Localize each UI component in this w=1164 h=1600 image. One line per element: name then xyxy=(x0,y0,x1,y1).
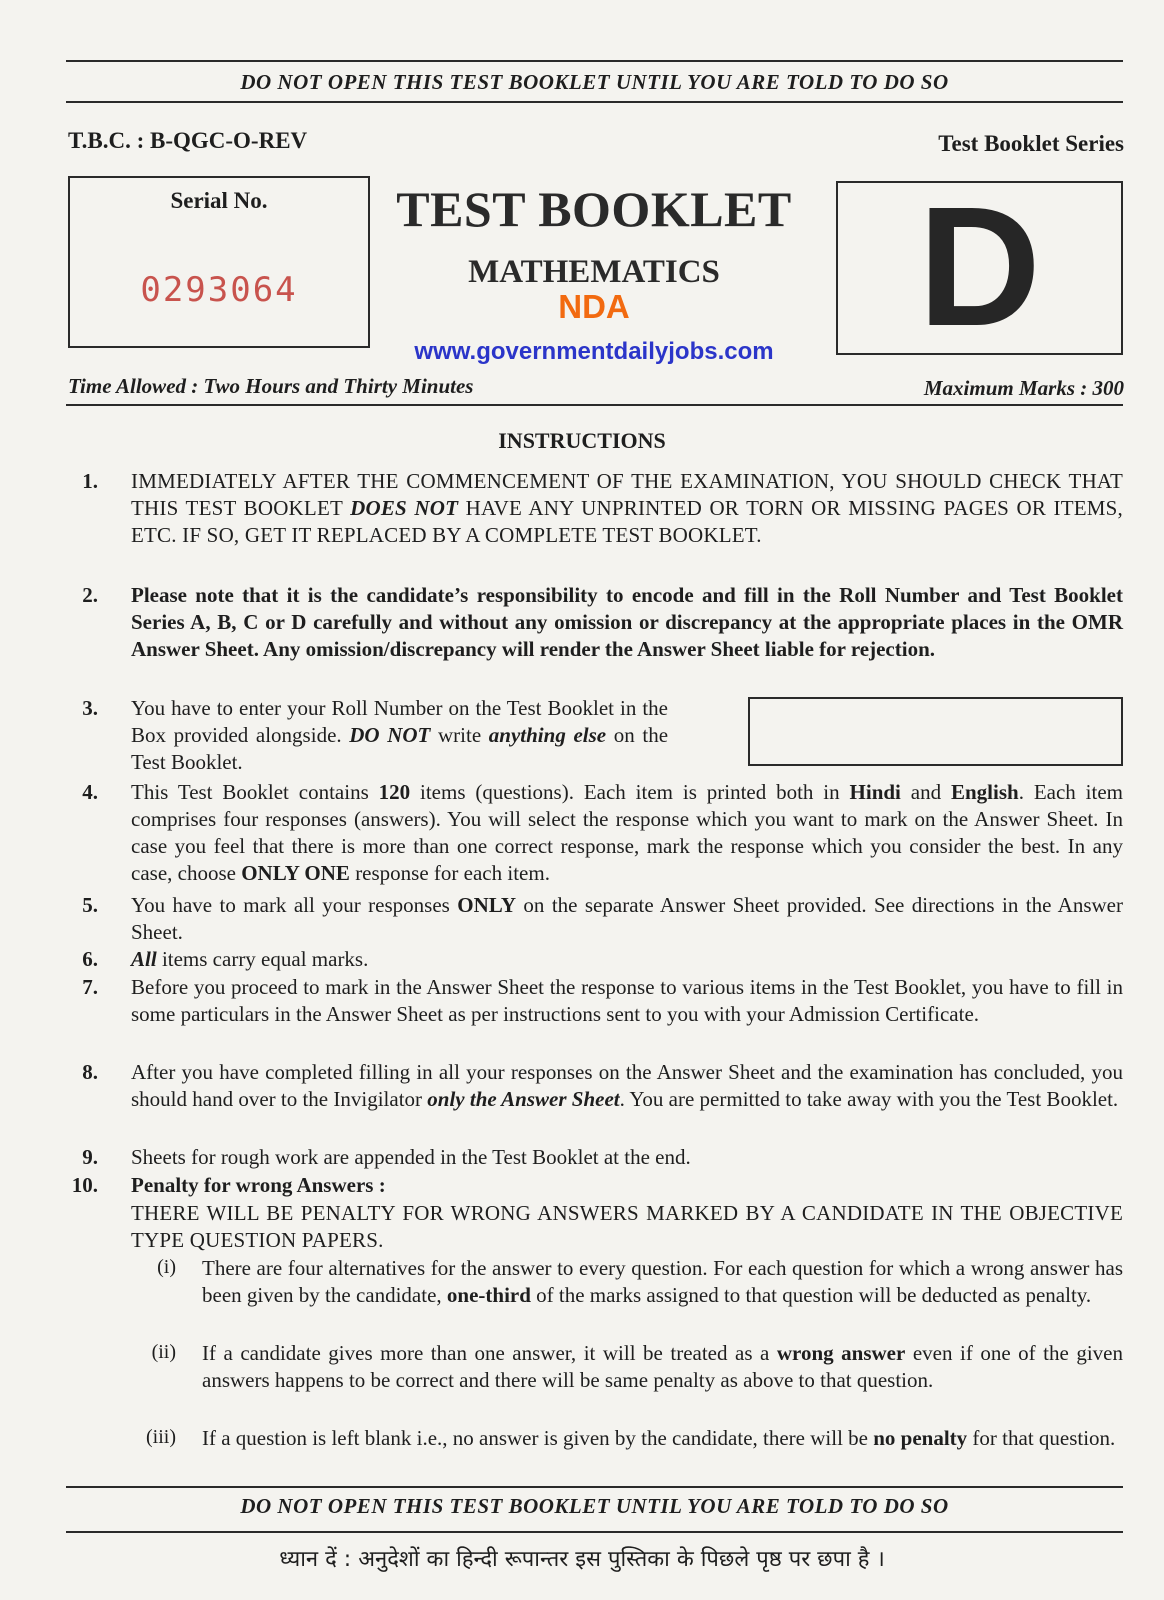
instruction-10 xyxy=(131,1172,1123,1199)
item-number: 2. xyxy=(82,583,98,607)
text-run: Before you proceed to mark in the Answer Sheet the response to various items in the Test Booklet, you have to fill in some particulars in the Answer Sheet as per instructions sent to you with your Admission Certificate. xyxy=(131,975,1123,1026)
penalty-rule-2 xyxy=(202,1340,1123,1394)
text-run: ONLY xyxy=(457,893,516,917)
text-run: Hindi xyxy=(849,780,901,804)
text-run: on the Test Booklet. xyxy=(131,723,669,774)
text-run: . Each item comprises four responses (answers). You will select the response which you want to mark on the Answer Sheet. In case you feel that there is more than one correct response, mark the response which you consider the best. In any case, choose xyxy=(131,780,1123,885)
item-number: 5. xyxy=(82,893,98,917)
series-label: Test Booklet Series xyxy=(938,131,1124,156)
text-run: If a question is left blank i.e., no answer is given by the candidate, there will be xyxy=(202,1426,874,1450)
text-run: DOES NOT xyxy=(350,496,459,520)
text-run: 120 xyxy=(378,780,411,804)
penalty-intro: THERE WILL BE PENALTY FOR WRONG ANSWERS MARKED BY A CANDIDATE IN THE OBJECTIVE TYPE QUESTION PAPERS. xyxy=(131,1201,1123,1252)
instruction-4 xyxy=(131,779,1123,887)
text-run: HAVE ANY UNPRINTED OR TORN OR MISSING PAGES OR ITEMS, ETC. IF SO, GET IT REPLACED BY A COMPLETE TEST BOOKLET. xyxy=(131,496,1124,547)
subject-title: MATHEMATICS xyxy=(468,254,720,290)
text-run: You have to mark all your responses xyxy=(131,893,458,917)
instruction-7 xyxy=(131,974,1123,1028)
text-run: Please note that it is the candidate’s responsibility to encode and fill in the Roll Number and Test Booklet Series A, B, C or D carefully and without any omission or discrepancy at the appropriate places in the OMR Answer Sheet. Any omission/discrepancy will render the Answer Sheet liable for rejection. xyxy=(131,583,1123,661)
tbc-code: T.B.C. : B-QGC-O-REV xyxy=(68,128,308,153)
text-run: on the separate Answer Sheet provided. See directions in the Answer Sheet. xyxy=(131,893,1123,944)
text-run: for that question. xyxy=(967,1426,1116,1450)
item-number: 9. xyxy=(82,1145,98,1169)
instruction-3 xyxy=(131,695,668,776)
text-run: of the marks assigned to that question will be deducted as penalty. xyxy=(530,1283,1092,1307)
top-rule xyxy=(66,60,1123,62)
top-banner-rule xyxy=(66,101,1123,103)
item-number: 10. xyxy=(71,1173,98,1197)
item-number: 3. xyxy=(82,696,98,720)
text-run: After you have completed filling in all your responses on the Answer Sheet and the examination has concluded, you should hand over to the Invigilator xyxy=(131,1060,1123,1111)
penalty-rule-1 xyxy=(202,1255,1123,1309)
sub-item-number: (iii) xyxy=(146,1426,176,1448)
series-letter: D xyxy=(918,172,1041,362)
text-run: You have to enter your Roll Number on the Test Booklet in the Box provided alongside. xyxy=(131,696,668,747)
item-number: 4. xyxy=(82,780,98,804)
sub-item-number: (ii) xyxy=(151,1341,176,1363)
text-run: write xyxy=(430,723,489,747)
text-run: Penalty for wrong Answers : xyxy=(131,1173,386,1197)
text-run: anything else xyxy=(488,723,607,747)
text-run: IMMEDIATELY AFTER THE COMMENCEMENT OF THE EXAMINATION, YOU SHOULD CHECK THAT THIS TEST BOOKLET xyxy=(131,469,1123,520)
bottom-banner-rule xyxy=(66,1531,1123,1533)
text-run: There are four alternatives for the answer to every question. For each question for which a wrong answer has been given by the candidate, xyxy=(202,1256,1123,1307)
text-run: items (questions). Each item is printed both in xyxy=(410,780,850,804)
text-run: ONLY ONE xyxy=(241,861,350,885)
item-number: 7. xyxy=(82,975,98,999)
instruction-9 xyxy=(131,1144,1123,1171)
bottom-rule xyxy=(66,1486,1123,1488)
text-run: English xyxy=(950,780,1019,804)
instruction-5 xyxy=(131,892,1123,946)
instructions-heading: INSTRUCTIONS xyxy=(498,428,666,453)
instruction-6 xyxy=(131,946,1123,973)
text-run: Sheets for rough work are appended in the Test Booklet at the end. xyxy=(131,1145,691,1169)
website-url: www.governmentdailyjobs.com xyxy=(414,338,774,365)
text-run: This Test Booklet contains xyxy=(131,780,379,804)
sub-item-number: (i) xyxy=(157,1256,176,1278)
text-run: items carry equal marks. xyxy=(156,947,369,971)
bottom-banner: DO NOT OPEN THIS TEST BOOKLET UNTIL YOU ARE TOLD TO DO SO xyxy=(240,1494,949,1518)
text-run: and xyxy=(900,780,951,804)
page-title: TEST BOOKLET xyxy=(396,181,792,237)
text-run: one-third xyxy=(446,1283,531,1307)
top-banner: DO NOT OPEN THIS TEST BOOKLET UNTIL YOU ARE TOLD TO DO SO xyxy=(240,70,949,94)
text-run: All xyxy=(131,947,157,971)
item-number: 1. xyxy=(82,469,98,493)
item-number: 8. xyxy=(82,1060,98,1084)
penalty-rule-3 xyxy=(202,1425,1123,1452)
item-number: 6. xyxy=(82,947,98,971)
exam-name: NDA xyxy=(558,288,630,325)
instruction-2 xyxy=(131,582,1123,663)
text-run: DO NOT xyxy=(349,723,431,747)
series-box xyxy=(836,172,1123,362)
text-run: . You are permitted to take away with you the Test Booklet. xyxy=(619,1087,1119,1111)
text-run: If a candidate gives more than one answer, it will be treated as a xyxy=(202,1341,777,1365)
serial-number: 0293064 xyxy=(140,270,298,310)
serial-label: Serial No. xyxy=(170,188,268,213)
roll-number-box[interactable] xyxy=(748,697,1123,766)
header-rule xyxy=(66,404,1123,406)
text-run: response for each item. xyxy=(349,861,550,885)
text-run: only the Answer Sheet xyxy=(427,1087,620,1111)
hindi-note: ध्यान दें : अनुदेशों का हिन्दी रूपान्तर इस पुस्तिका के पिछले पृष्ठ पर छपा है । xyxy=(279,1547,885,1572)
instruction-1 xyxy=(131,468,1123,549)
serial-number-box xyxy=(68,176,370,348)
maximum-marks: Maximum Marks : 300 xyxy=(923,376,1124,400)
time-allowed: Time Allowed : Two Hours and Thirty Minutes xyxy=(68,374,474,398)
text-run: even if one of the given answers happens to be correct and there will be same penalty as above to that question. xyxy=(202,1341,1123,1392)
instruction-8 xyxy=(131,1059,1123,1113)
text-run: no penalty xyxy=(873,1426,968,1450)
text-run: wrong answer xyxy=(776,1341,906,1365)
